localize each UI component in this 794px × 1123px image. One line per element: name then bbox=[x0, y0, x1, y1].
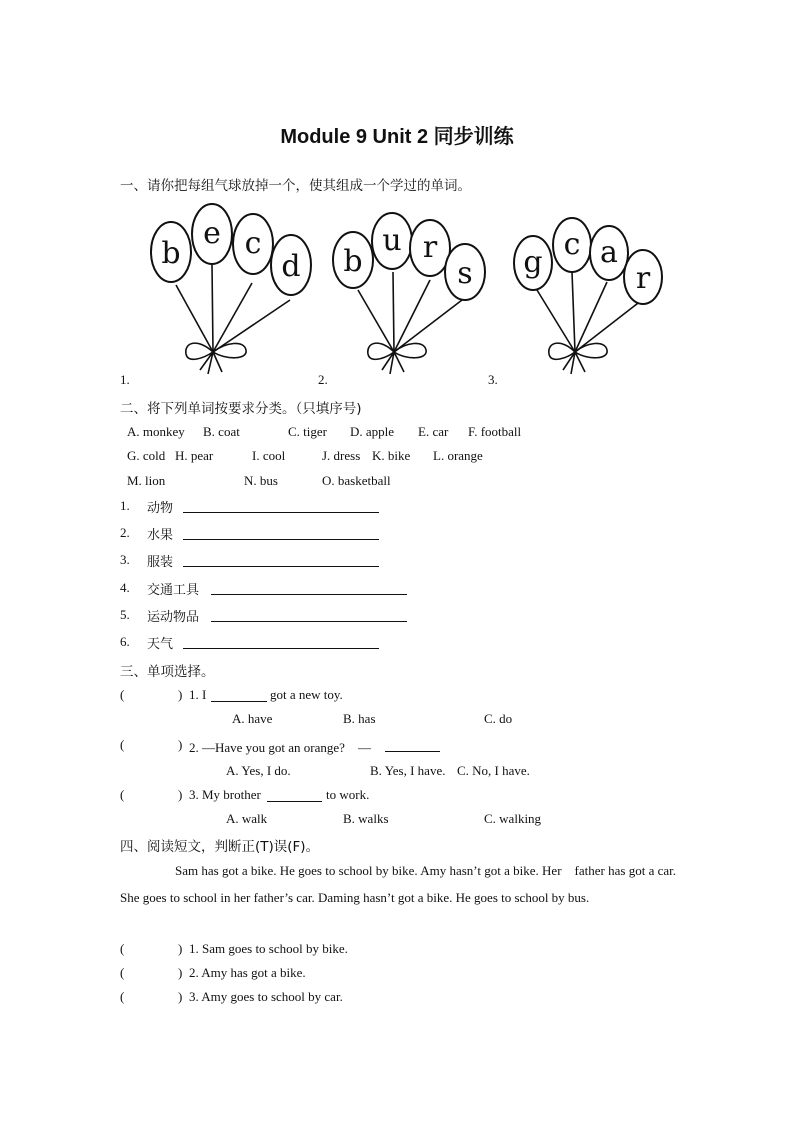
choice-b[interactable]: B. walks bbox=[343, 811, 389, 826]
answer-paren-open: ( bbox=[120, 989, 125, 1004]
balloon-group-1 bbox=[151, 204, 311, 374]
answer-blank[interactable] bbox=[211, 687, 267, 702]
word-option: D. apple bbox=[350, 424, 395, 439]
answer-paren-open: ( bbox=[120, 941, 125, 956]
balloon-letter: b bbox=[161, 236, 181, 271]
answer-paren-close[interactable]: ) bbox=[178, 787, 183, 802]
choice-a[interactable]: A. walk bbox=[226, 811, 268, 826]
balloon-illustration bbox=[0, 0, 794, 400]
answer-paren-open: ( bbox=[120, 737, 125, 752]
balloon-letter: r bbox=[635, 261, 651, 296]
statement-text: 1. Sam goes to school by bike. bbox=[189, 941, 348, 956]
answer-paren-open: ( bbox=[120, 965, 125, 980]
answer-blank[interactable] bbox=[183, 634, 379, 649]
word-option: I. cool bbox=[252, 448, 286, 463]
statement-text: 3. Amy goes to school by car. bbox=[189, 989, 343, 1004]
question-text: 3. My brother bbox=[189, 787, 261, 802]
category-label: 天气 bbox=[147, 637, 174, 652]
word-option: N. bus bbox=[244, 473, 278, 488]
category-number: 6. bbox=[120, 634, 130, 649]
word-option: O. basketball bbox=[322, 473, 391, 488]
answer-paren-close[interactable]: ) bbox=[178, 687, 183, 702]
answer-blank[interactable] bbox=[183, 498, 379, 513]
category-number: 2. bbox=[120, 525, 130, 540]
category-number: 1. bbox=[120, 498, 130, 513]
answer-blank[interactable] bbox=[183, 552, 379, 567]
word-option: L. orange bbox=[433, 448, 483, 463]
choice-c[interactable]: C. do bbox=[484, 711, 513, 726]
category-label: 水果 bbox=[147, 528, 174, 543]
category-number: 3. bbox=[120, 552, 130, 567]
choice-b[interactable]: B. has bbox=[343, 711, 376, 726]
answer-blank[interactable] bbox=[183, 525, 379, 540]
answer-paren-close[interactable]: ) bbox=[178, 965, 183, 980]
category-label: 交通工具 bbox=[147, 583, 200, 598]
category-label: 运动物品 bbox=[147, 610, 200, 625]
word-option: C. tiger bbox=[288, 424, 327, 439]
word-option: H. pear bbox=[175, 448, 214, 463]
question-text: 2. —Have you got an orange? — bbox=[189, 740, 371, 755]
choice-b[interactable]: B. Yes, I have. bbox=[370, 763, 446, 778]
group-number: 2. bbox=[318, 372, 328, 387]
word-option: B. coat bbox=[203, 424, 240, 439]
balloon-group-2 bbox=[333, 213, 485, 374]
answer-paren-close[interactable]: ) bbox=[178, 941, 183, 956]
word-option: G. cold bbox=[127, 448, 166, 463]
balloon-letter: a bbox=[600, 235, 618, 270]
balloon-letter: e bbox=[203, 216, 221, 251]
group-number: 1. bbox=[120, 372, 130, 387]
choice-c[interactable]: C. No, I have. bbox=[457, 763, 530, 778]
category-label: 动物 bbox=[147, 501, 174, 516]
balloon-letter: g bbox=[523, 245, 543, 280]
word-option: A. monkey bbox=[127, 424, 185, 439]
answer-paren-close[interactable]: ) bbox=[178, 989, 183, 1004]
balloon-letter: s bbox=[457, 256, 473, 291]
section4-heading: 四、阅读短文，判断正(T)误(F)。 bbox=[120, 839, 320, 855]
balloon-letter: c bbox=[244, 226, 262, 261]
section3-heading: 三、单项选择。 bbox=[120, 664, 215, 680]
answer-paren-open: ( bbox=[120, 687, 125, 702]
answer-paren-close[interactable]: ) bbox=[178, 737, 183, 752]
answer-blank[interactable] bbox=[267, 787, 322, 802]
balloon-group-3 bbox=[514, 218, 662, 374]
answer-paren-open: ( bbox=[120, 787, 125, 802]
page-title: Module 9 Unit 2 同步训练 bbox=[280, 126, 514, 148]
question-text: got a new toy. bbox=[270, 687, 343, 702]
choice-c[interactable]: C. walking bbox=[484, 811, 542, 826]
category-number: 4. bbox=[120, 580, 130, 595]
group-number: 3. bbox=[488, 372, 498, 387]
balloon-letter: u bbox=[382, 223, 402, 258]
balloon-letter: c bbox=[563, 227, 581, 262]
reading-passage: Sam has got a bike. He goes to school by bike. Amy hasn’t got a bike. Her father has got a car. She goes to school in her father’s car. Daming hasn’t got a bike. He goes to school by bus. bbox=[120, 863, 676, 905]
balloon-letter: d bbox=[281, 249, 301, 284]
category-label: 服装 bbox=[147, 555, 174, 570]
word-option: J. dress bbox=[322, 448, 361, 463]
balloon-letter: r bbox=[422, 230, 438, 265]
word-option: M. lion bbox=[127, 473, 166, 488]
answer-blank[interactable] bbox=[211, 580, 407, 595]
question-text: to work. bbox=[326, 787, 370, 802]
category-number: 5. bbox=[120, 607, 130, 622]
statement-text: 2. Amy has got a bike. bbox=[189, 965, 306, 980]
section1-heading: 一、请你把每组气球放掉一个，使其组成一个学过的单词。 bbox=[120, 178, 471, 194]
word-option: K. bike bbox=[372, 448, 411, 463]
choice-a[interactable]: A. have bbox=[232, 711, 273, 726]
question-text: 1. I bbox=[189, 687, 207, 702]
choice-a[interactable]: A. Yes, I do. bbox=[226, 763, 291, 778]
word-option: E. car bbox=[418, 424, 449, 439]
balloon-letter: b bbox=[343, 244, 363, 279]
answer-blank[interactable] bbox=[385, 737, 440, 752]
section2-heading: 二、将下列单词按要求分类。（只填序号) bbox=[120, 401, 362, 417]
answer-blank[interactable] bbox=[211, 607, 407, 622]
word-option: F. football bbox=[468, 424, 522, 439]
